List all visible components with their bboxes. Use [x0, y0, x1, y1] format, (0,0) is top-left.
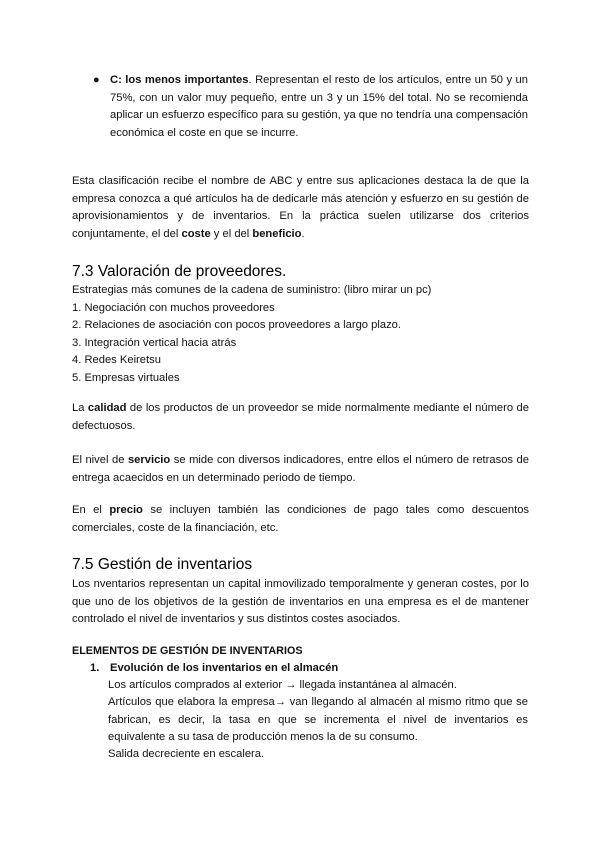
- item-1-number: 1.: [90, 662, 100, 674]
- item-1-line1-text: Los artículos comprados al exterior → llegada instantánea al almacén.: [108, 679, 457, 691]
- servicio-paragraph: [72, 452, 529, 487]
- list-item: 3. Integración vertical hacia atrás: [72, 336, 237, 349]
- abc-text-mid: y el del: [210, 227, 253, 240]
- list-item: 1. Negociación con muchos proveedores: [72, 301, 275, 314]
- list-item: 5. Empresas virtuales: [72, 371, 180, 384]
- section-75-title: 7.5 Gestión de inventarios: [72, 556, 253, 573]
- precio-bold: precio: [109, 504, 143, 516]
- section-75-intro: [72, 576, 529, 629]
- item-1-para2: [108, 694, 528, 747]
- abc-text-before: Esta clasificación recibe el nombre de ABC y entre sus aplicaciones destaca la de que la empresa conozca a qué artículos ha de dedicarle más atención y esfuerzo en su gestión de aprovisionamientos y de inventarios. En la práctica suelen utilizarse dos criterios conjuntamente, el del: [72, 175, 529, 240]
- bullet-c-text: . Representan el resto de los artículos, entre un 50 y un 75%, con un valor muy pequeño, entre un 3 y un 15% del total. No se recomienda aplicar un esfuerzo específico para su gestión, ya que no tendría una compensación económica el coste en que se incurre.: [110, 74, 528, 139]
- list-item: 4. Redes Keiretsu: [72, 354, 161, 366]
- abc-bold-coste: coste: [181, 227, 211, 240]
- bullet-c-paragraph: [93, 72, 528, 142]
- item-1-title: Evolución de los inventarios en el almacén: [110, 662, 339, 674]
- item-1-line1: [108, 677, 528, 695]
- servicio-bold: servicio: [127, 454, 171, 466]
- calidad-post: de los productos de un proveedor se mide normalmente mediante el número de defectuosos.: [72, 402, 529, 432]
- precio-pre: En el: [72, 504, 110, 516]
- section-73-heading-wrap: [72, 262, 529, 282]
- section-73-intro: Estrategias más comunes de la cadena de suministro: (libro mirar un pc): [72, 284, 432, 296]
- abc-bold-beneficio: beneficio: [252, 227, 302, 240]
- servicio-pre: El nivel de: [72, 454, 128, 466]
- abc-paragraph: [72, 173, 529, 243]
- servicio-post: se mide con diversos indicadores, entre ellos el número de retrasos de entrega acaecidos en un determinado periodo de tiempo.: [72, 454, 529, 484]
- elements-subheading: ELEMENTOS DE GESTIÓN DE INVENTARIOS: [72, 645, 303, 657]
- section-73-title: 7.3 Valoración de proveedores.: [72, 263, 287, 280]
- calidad-bold: calidad: [87, 402, 127, 414]
- section-73-list: [72, 282, 529, 387]
- section-75-intro-text: Los nventarios representan un capital inmovilizado temporalmente y generan costes, por lo que uno de los objetivos de la gestión de inventarios en una empresa es el de mantener controlado el nivel de inventarios y sus distintos costes asociados.: [72, 578, 529, 625]
- abc-text-end: .: [301, 227, 305, 240]
- calidad-paragraph: [72, 400, 529, 435]
- item-1-line3-text: Salida decreciente en escalera.: [108, 748, 265, 760]
- item-1-line3: [108, 746, 528, 764]
- list-item: 2. Relaciones de asociación con pocos proveedores a largo plazo.: [72, 319, 401, 331]
- item-1-para2-text: Artículos que elabora la empresa→ van llegando al almacén al mismo ritmo que se fabrican, es decir, la tasa en que se incrementa el nivel de inventarios es equivalente a su tasa de producción menos la de su consumo.: [108, 696, 528, 743]
- precio-paragraph: [72, 502, 529, 537]
- bullet-dot-icon: ●: [93, 74, 100, 86]
- calidad-pre: La: [72, 402, 88, 414]
- bullet-c-bold: C: los menos importantes: [110, 74, 249, 86]
- section-75-heading-wrap: [72, 555, 529, 575]
- elements-subheading-wrap: [72, 643, 529, 661]
- precio-post: se incluyen también las condiciones de pago tales como descuentos comerciales, coste de la financiación, etc.: [72, 504, 530, 534]
